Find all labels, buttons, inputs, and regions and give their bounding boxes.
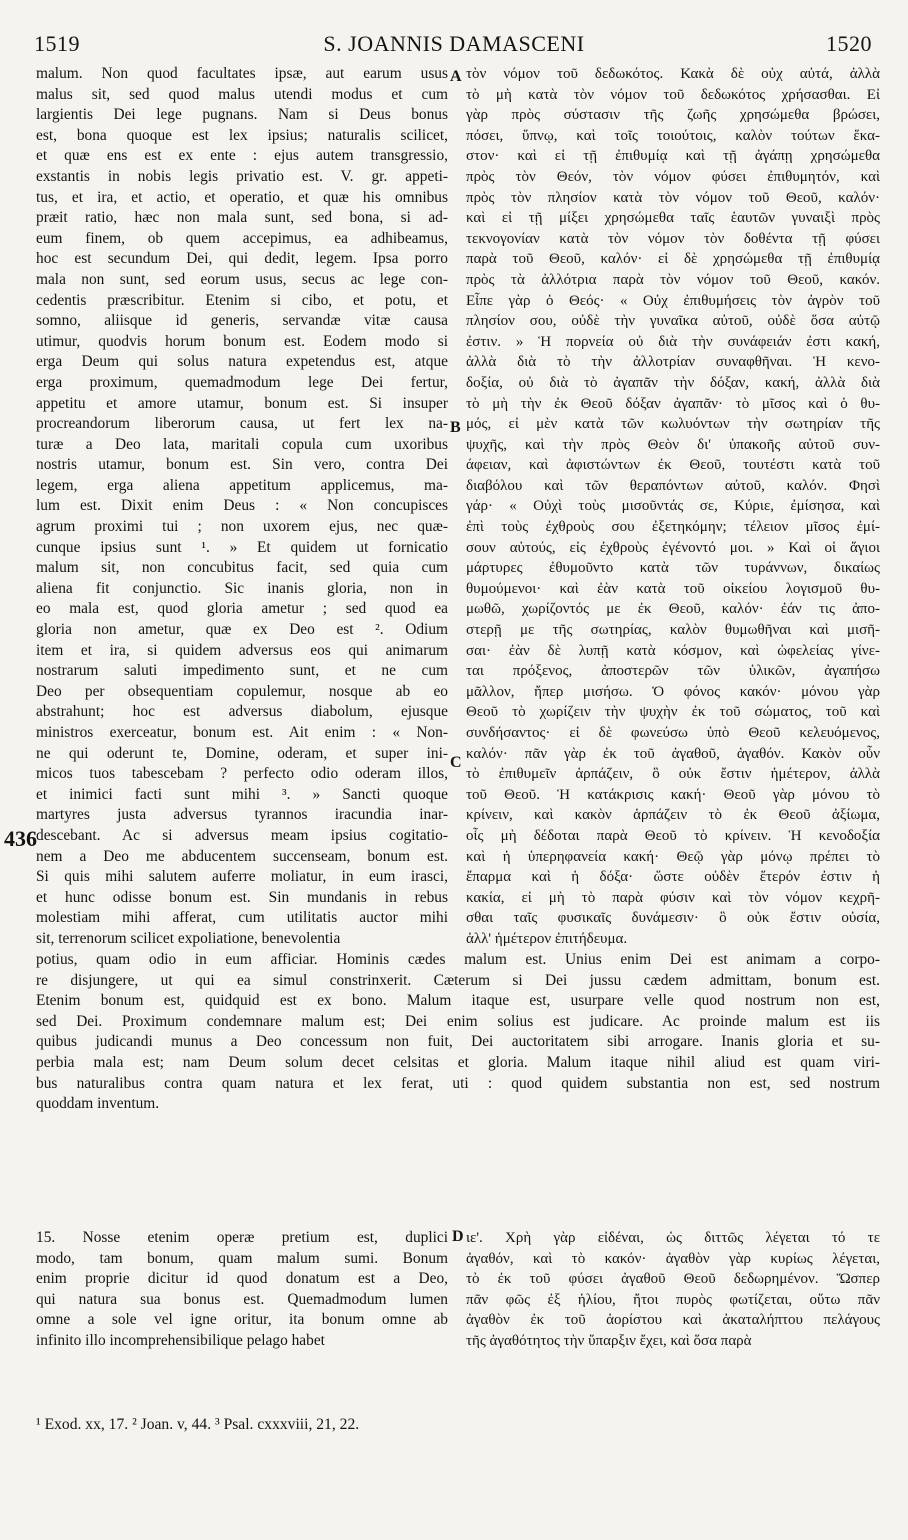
text-line: στερῇ με τῆς σωτηρίας, καλὸν θυμωθῆναι καὶ μισῆ- bbox=[466, 622, 880, 639]
text-line: σουν αὐτούς, εἰς ἐχθροὺς ἐγένοντό μοι. » Καὶ οἱ ἅγιοι bbox=[466, 539, 880, 556]
text-line: ἀγαθὸν ἐκ τοῦ ἀορίστου καὶ ἀκαταλήπτου πελάγους bbox=[466, 1312, 880, 1329]
text-line: somno, aliisque id generis, servandæ vitæ causa bbox=[36, 312, 448, 330]
text-line: παρὰ τοῦ Θεοῦ, καλόν· εἰ δὲ χρησώμεθα τῇ ἐπιθυμίᾳ bbox=[466, 251, 880, 268]
text-line: eum finem, ob quem accepimus, ea adhibeamus, bbox=[36, 229, 448, 247]
text-line: δοξία, οὐ διὰ τὸ ἀγαπᾶν τὴν δόξαν, κακή, ἀλλὰ διὰ bbox=[466, 374, 880, 391]
page-number-left: 1519 bbox=[34, 31, 80, 56]
text-line: quoddam inventum. bbox=[36, 1095, 160, 1113]
text-line: omne a sole vel igne oritur, ita bonum omne ab bbox=[36, 1311, 448, 1329]
text-line: martyres justa adversus tyrannos iracundia inar- bbox=[36, 806, 448, 824]
text-line: appetitu et amore utamur, bonum est. Si insuper bbox=[36, 394, 448, 412]
text-line: πᾶν φῶς ἐξ ἡλίου, ἤτοι πυρὸς φωτίζεται, οὕτω πᾶν bbox=[466, 1291, 880, 1308]
text-line: tus, et ira, et actio, et operatio, et quæ his omnibus bbox=[36, 188, 448, 206]
text-line: πλησίον σου, οὐδὲ τὴν γυναῖκα αὐτοῦ, οὐδὲ ὅσα αὐτῷ bbox=[466, 313, 880, 330]
text-line: præit ratio, hæc non mala sunt, sed bona, si ad- bbox=[36, 209, 448, 227]
text-line: infinito illo incomprehensibilique pelago habet bbox=[36, 1331, 325, 1349]
text-line: abstrahunt; hoc est adversus diabolum, ejusque bbox=[36, 703, 448, 721]
text-line: cunque ipsius sunt ¹. » Et quidem ut fornicatio bbox=[36, 538, 448, 556]
text-line: γὰρ πρὸς σύστασιν τῆς ζωῆς χρησώμεθα βρώσει, bbox=[466, 107, 880, 124]
text-line: μάρτυρες ἐθυμοῦντο κατὰ τῶν τυράννων, δικαίως bbox=[466, 560, 880, 577]
text-line: erga proximum, quemadmodum lege Dei fertur, bbox=[36, 373, 448, 391]
text-line: Deo per obsequentiam copulemur, nosque ab eo bbox=[36, 682, 448, 700]
text-line: agrum proximi tui ; non uxorem ejus, nec quæ- bbox=[36, 518, 448, 536]
text-line: molestiam mihi afferat, cum utilitatis auctor mihi bbox=[36, 909, 448, 927]
text-line: τὸ ἐπιθυμεῖν ἁρπάζειν, ὃ οὐκ ἔστιν ἡμέτερον, ἀλλὰ bbox=[466, 766, 880, 783]
text-line: άφειαν, καὶ ἀφιστώντων ἐκ Θεοῦ, τουτέστι κατὰ τοῦ bbox=[466, 457, 880, 474]
text-line: ψυχῆς, καὶ τὴν πρὸς Θεὸν δι' ὑπακοῆς αὐτοῦ συν- bbox=[466, 436, 880, 453]
text-line: Θεοῦ τὸ χωρίζειν τὴν ψυχὴν ἐκ τοῦ σώματος, τοῦ καὶ bbox=[466, 704, 880, 721]
text-line: nostris utamur, bonum est. Sin vero, contra Dei bbox=[36, 456, 448, 474]
text-line: eo mala est, quod gloria ametur ; sed quod ea bbox=[36, 600, 448, 618]
text-line: cedentis præscribitur. Etenim si cibo, et potu, et bbox=[36, 291, 448, 309]
text-line: utimur, quodvis horum bonum est. Eodem modo si bbox=[36, 332, 448, 350]
text-line: μός, εἰ μὲν κατὰ τῶν κωλυόντων τὴν σωτηρίαν τῆς bbox=[466, 416, 880, 433]
latin-column bbox=[36, 64, 448, 950]
page-number-right: 1520 bbox=[826, 31, 872, 56]
column-number: 436 bbox=[4, 826, 37, 851]
text-line: ἀλλ' ἡμέτερον ἐπιτήδευμα. bbox=[466, 930, 628, 947]
text-line: lum est. Dixit enim Deus : « Non concupisces bbox=[36, 497, 448, 515]
text-line: τῆς ἀγαθότητος τὴν ὕπαρξιν ἔχει, καὶ ὅσα παρὰ bbox=[466, 1332, 752, 1349]
text-line: ne qui oderunt te, Domine, oderam, et super ini- bbox=[36, 744, 448, 762]
text-line: κρίνειν, καὶ κακὸν ἁρπάζειν τὸ ἐκ Θεοῦ ἀξίωμα, bbox=[466, 807, 880, 824]
text-line: descebant. Ac si adversus meam ipsius cogitatio- bbox=[36, 826, 448, 844]
text-line: quibus judicandi munus a Deo concessum non fuit, Dei auctoritatem sibi arrogare. Inanis gloria et su- bbox=[36, 1033, 880, 1051]
greek-column bbox=[466, 64, 880, 950]
text-line: malus sit, sed quod malus utendi modus et cum bbox=[36, 85, 448, 103]
text-line: τὸν νόμον τοῦ δεδωκότος. Κακὰ δὲ οὐχ αὐτά, ἀλλὰ bbox=[466, 66, 880, 82]
text-line: καλόν· πᾶν γὰρ ἐκ τοῦ ἀγαθοῦ, ἀγαθόν. Κακὸν οὖν bbox=[466, 745, 880, 762]
text-line: πρὸς τὸν πλησίον κατὰ τὸν νόμον τοῦ Θεοῦ, καλόν· bbox=[466, 189, 880, 206]
footnotes: ¹ Exod. xx, 17. ² Joan. v, 44. ³ Psal. cxxxviii, 21, 22. bbox=[36, 1416, 360, 1433]
text-line: τὸ μὴ κατὰ τὸν νόμον τοῦ δεδωκότος χρήσασθαι. Εἰ bbox=[466, 86, 880, 103]
text-line: ται πρόξενος, ἀποστερῶν τῶν ὑλικῶν, ἀγαπήσω bbox=[466, 663, 880, 680]
text-line: καὶ ἡ ὑπερηφανεία κακή· Θεῷ γὰρ μόνῳ πρέπει τὸ bbox=[466, 848, 880, 865]
text-line: μωθῶ, χωρίζοντός με ἐκ Θεοῦ, καλόν· ἐάν τις ἀπο- bbox=[466, 601, 880, 618]
greek-section-15 bbox=[466, 1228, 880, 1352]
text-line: ἐπὶ τοὺς ἐχθροὺς σου ἐξετηκόμην; τέλειον μῖσος ἐμί- bbox=[466, 519, 880, 536]
text-line: Si quis mihi salutem auferre moliatur, in eum irasci, bbox=[36, 868, 448, 886]
text-line: mala non sunt, sed eorum usus, secus ac lege con- bbox=[36, 270, 448, 288]
latin-section-15 bbox=[36, 1228, 448, 1352]
text-line: re disjungere, ut qui ea simul constrinxerit. Cæterum si Dei jussu cædem admittam, bonum est. bbox=[36, 971, 880, 989]
text-line: γάρ· « Οὐχὶ τοὺς μισοῦντάς σε, Κύριε, ἐμίσησα, καὶ bbox=[466, 498, 880, 515]
text-line: malum sit, non concubitus facit, sed quia cum bbox=[36, 559, 448, 577]
text-line: καὶ εἰ τῇ μίξει χρησώμεθα ταῖς ἑαυτῶν γυναιξὶ πρὸς bbox=[466, 210, 880, 227]
text-line: et hunc odisse bonum est. Sin mundanis in rebus bbox=[36, 888, 448, 906]
text-line: 15. Nosse etenim operæ pretium est, duplici bbox=[36, 1229, 448, 1246]
text-line: ministros exerceatur, bonum est. Ait enim : « Non- bbox=[36, 724, 448, 741]
text-line: σθαι ταῖς φυσικαῖς δυνάμεσιν· ὃ οὐκ ἔστιν οὐσία, bbox=[466, 910, 880, 927]
margin-letter-c: C bbox=[450, 754, 462, 771]
text-line: gloria non ametur, quæ ex Deo est ². Odium bbox=[36, 621, 448, 639]
text-line: μᾶλλον, ἤπερ μισήσω. Ὁ φόνος κακόν· μόνου γὰρ bbox=[466, 683, 880, 700]
text-line: exstantis in nobis legis privatio est. V. gr. appeti- bbox=[36, 167, 448, 185]
text-line: item et ira, si quidem adversus eos qui animarum bbox=[36, 641, 448, 659]
text-line: bus naturalibus contra quam natura et lex ferat, uti : quod quidem substantia non est, sed nostrum bbox=[36, 1074, 880, 1092]
text-line: et quæ ens est ex ente : ejus autem transgressio, bbox=[36, 147, 448, 165]
text-line: legem, erga aliena appetitum applicemus, ma- bbox=[36, 476, 448, 494]
text-line: διαβόλου καὶ τῶν θεραπόντων αὐτοῦ, καλόν. Φησὶ bbox=[466, 477, 880, 494]
margin-letter-d: D bbox=[452, 1228, 464, 1245]
text-line: sit, terrenorum scilicet expoliatione, benevolentia bbox=[36, 929, 341, 947]
margin-letter-b: B bbox=[450, 419, 461, 436]
text-line: Εἶπε γὰρ ὁ Θεός· « Οὐχ ἐπιθυμήσεις τὸν ἀγρὸν τοῦ bbox=[466, 292, 880, 309]
text-line: ιε'. Χρὴ γὰρ εἰδέναι, ὡς διττῶς λέγεται τό τε bbox=[466, 1230, 880, 1246]
text-line: potius, quam odio in eum afficiar. Hominis cædes malum est. Unius enim Dei est animam a corpo- bbox=[36, 951, 880, 968]
text-line: στον· καὶ εἰ τῇ ἐπιθυμίᾳ καὶ τῇ ἀγάπῃ χρησώμεθα bbox=[466, 148, 880, 165]
text-line: τοῦ Θεοῦ. Ἡ κατάκρισις κακή· Θεοῦ γὰρ μόνου τὸ bbox=[466, 786, 880, 803]
text-line: micos tuos tabescebam ? perfecto odio oderam illos, bbox=[36, 765, 448, 783]
text-line: πρὸς τὰ ἀλλότρια παρὰ τὸν νόμον τοῦ Θεοῦ, κακόν. bbox=[466, 271, 880, 288]
text-line: ἀγαθόν, καὶ τὸ κακόν· ἀγαθὸν γὰρ κυρίως λέγεται, bbox=[466, 1250, 880, 1267]
text-line: et inimici facti sunt mihi ³. » Sancti quoque bbox=[36, 785, 448, 803]
text-line: est, bona quoque est lex ipsius; naturalis scilicet, bbox=[36, 126, 448, 144]
text-line: συνδήσαντος· εἰ δὲ φωνεύσω ὑπὸ Θεοῦ κελευόμενος, bbox=[466, 725, 880, 741]
text-line: hoc est secundum Dei, qui dedit, legem. Ipsa porro bbox=[36, 250, 448, 268]
text-line: οἷς μὴ δέδοται παρὰ Θεοῦ τὸ κρίνειν. Ἡ κενοδοξία bbox=[466, 827, 880, 844]
text-line: erga Deum qui solus natura expetendus est, atque bbox=[36, 353, 448, 371]
text-line: τεκνογονίαν κατὰ τὸν νόμον τὸν δοθέντα τῇ φύσει bbox=[466, 230, 880, 247]
text-line: enim proprie dicitur id quod donatum est a Deo, bbox=[36, 1270, 448, 1288]
text-line: πόσει, ὕπνῳ, καὶ τοῖς τοιούτοις, καλὸν τούτων ἕκα- bbox=[466, 127, 880, 144]
margin-letter-a: A bbox=[450, 68, 462, 85]
text-line: nostrarum saluti impedimento sunt, et ne cum bbox=[36, 662, 448, 680]
text-line: κακία, εἰ μὴ τὸ παρὰ φύσιν καὶ τὸν νόμον κεχρῆ- bbox=[466, 889, 880, 906]
text-line: qui natura sua bonus est. Quemadmodum lumen bbox=[36, 1290, 448, 1308]
text-line: ἔπαρμα καὶ ἡ δόξα· ὥστε οὐδὲν ἕτερόν ἐστιν ἡ bbox=[466, 869, 880, 886]
text-line: ἐστιν. » Ἡ πορνεία οὐ διὰ τὴν συνάφειάν ἐστι κακή, bbox=[466, 333, 880, 350]
text-line: nem a Deo me abducentem succenseam, bonum est. bbox=[36, 847, 448, 865]
text-line: πρὸς τὸν Θεόν, τὸν νόμον φύσει ἐπιθυμητόν, καὶ bbox=[466, 168, 880, 185]
text-line: τὸ μὴ τὴν ἐκ Θεοῦ δόξαν ἀγαπᾶν· τὸ μῖσος καὶ ὁ θυ- bbox=[466, 395, 880, 412]
text-line: ἀλλὰ διὰ τὸ τὴν ἀλλοτρίαν συναφθῆναι. Ἡ κενο- bbox=[466, 354, 880, 371]
text-line: turæ a Deo lata, maritali copula cum uxoribus bbox=[36, 435, 448, 453]
text-line: modo, tam bonum, quam malum sumi. Bonum bbox=[36, 1249, 448, 1267]
text-line: malum. Non quod facultates ipsæ, aut earum usus bbox=[36, 65, 448, 82]
running-title: S. JOANNIS DAMASCENI bbox=[323, 31, 585, 56]
text-line: sed Dei. Proximum condemnare malum est; Dei enim solius est judicare. Ac proinde malum est iis bbox=[36, 1012, 880, 1030]
latin-full-width-passage bbox=[36, 950, 880, 1115]
text-line: largientis Dei lege pugnans. Nam si Deus bonus bbox=[36, 106, 448, 124]
text-line: σαι· ἐὰν δὲ λυπῇ κατὰ κόσμον, καὶ ὠφελείας γίνε- bbox=[466, 642, 880, 659]
text-line: Etenim bonum est, quidquid est ex bono. Malum itaque est, usurpare velle quod nostrum non est, bbox=[36, 992, 880, 1010]
text-line: aliena fit conjunctio. Sic inanis gloria, non in bbox=[36, 579, 448, 597]
text-line: perbia mala est; nam Deum solum decet celsitas et gloria. Malum itaque nihil aliud est quam viri- bbox=[36, 1053, 880, 1071]
text-line: τὸ ἐκ τοῦ φύσει ἀγαθοῦ Θεοῦ δεδωρημένον. Ὥσπερ bbox=[466, 1271, 880, 1288]
text-line: θυμούμενοι· καὶ ἐὰν κατὰ τοῦ οἰκείου λογισμοῦ θυ- bbox=[466, 580, 880, 597]
text-line: procreandorum liberorum causa, ut fert lex na- bbox=[36, 415, 448, 433]
